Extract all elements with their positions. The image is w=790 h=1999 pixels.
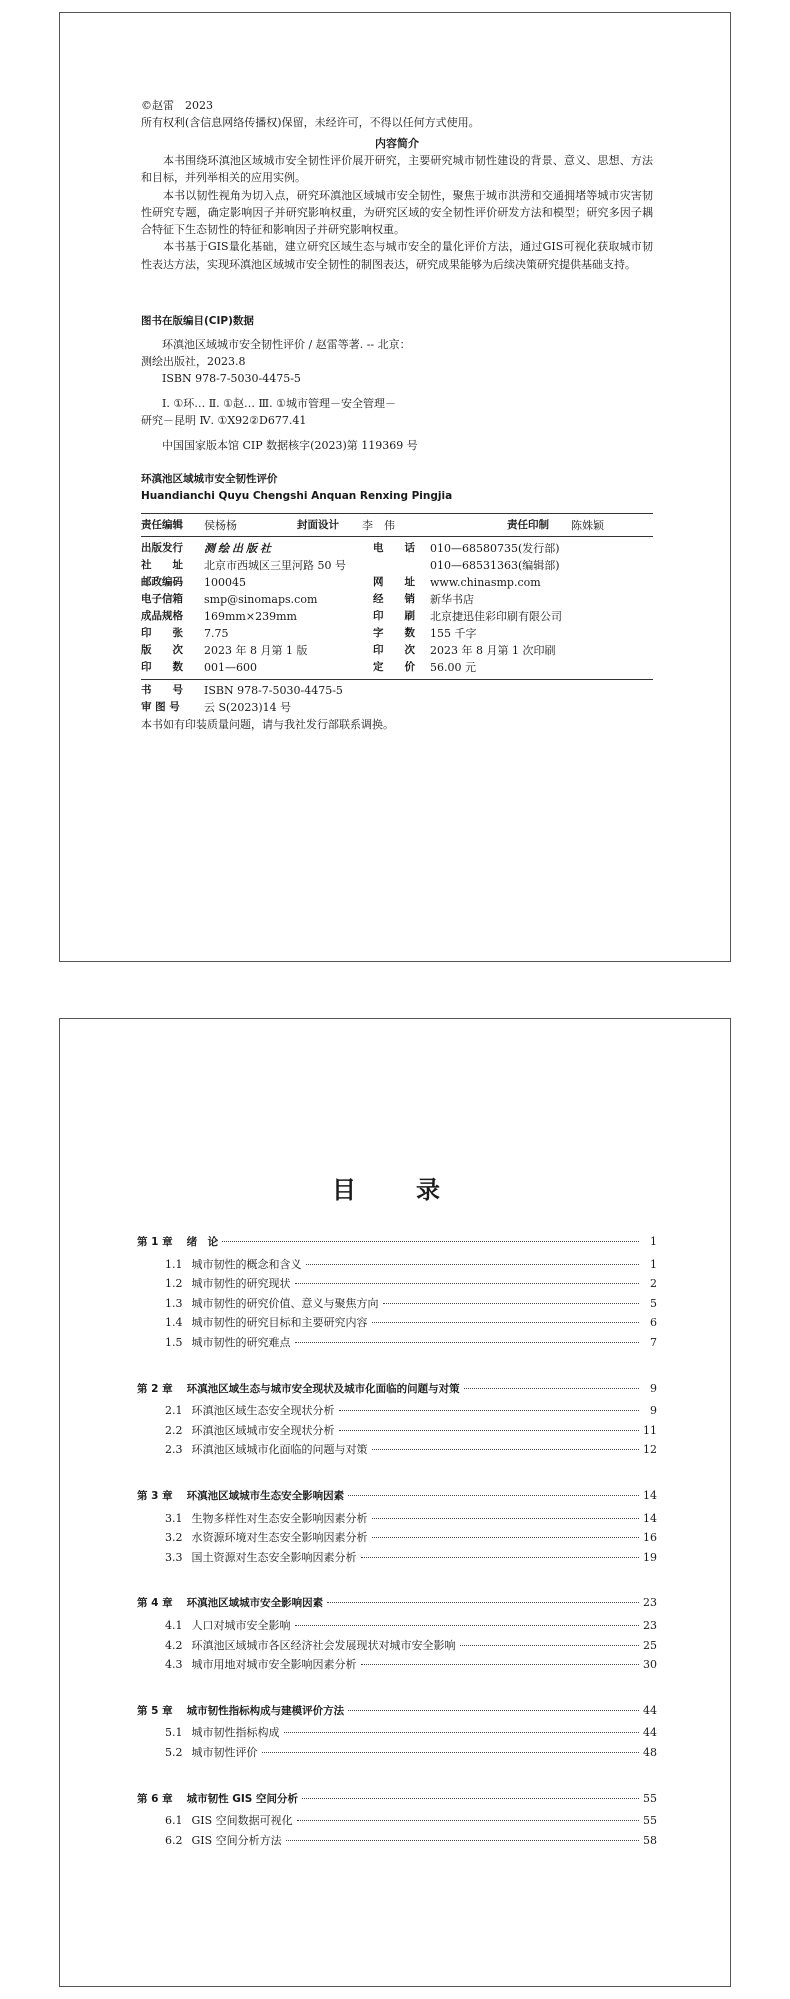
dot-leader [302,1798,639,1799]
printer-value: 北京捷迅佳彩印刷有限公司 [430,610,562,623]
toc-page-number: 7 [650,1336,657,1349]
toc-section-entry[interactable] [165,1618,657,1634]
toc-section-entry[interactable] [165,1745,657,1761]
toc-entry-title: 环滇池区域生态安全现状分析 [191,1404,335,1418]
toc-entry-title: 环滇池区域城市生态安全影响因素 [186,1490,345,1502]
dot-leader [460,1645,640,1646]
toc-chapter-entry[interactable] [137,1595,657,1611]
toc-entry-title: 环滇池区域城市各区经济社会发展现状对城市安全影响 [191,1638,456,1652]
isbn-value: ISBN 978-7-5030-4475-5 [204,684,343,697]
toc-entry-title: 城市韧性评价 [191,1746,258,1759]
dot-leader [222,1241,639,1242]
toc-number: 第 3 章 [137,1490,173,1502]
copyright-block [141,97,653,131]
toc-chapter-entry[interactable] [137,1488,657,1504]
toc-entry-title: 城市韧性的研究价值、意义与聚焦方向 [191,1296,379,1310]
toc-page-number: 14 [643,1511,657,1525]
distributor-label: 经 销 [373,593,415,605]
toc-number: 第 1 章 [137,1236,173,1248]
toc-section-entry[interactable] [165,1296,657,1312]
toc-entry-title: GIS 空间数据可视化 [191,1814,293,1828]
email-value: smp@sinomaps.com [204,593,318,606]
toc-entry-title: 环滇池区域城市安全现状分析 [191,1423,335,1437]
toc-page-number: 12 [643,1443,657,1457]
toc-number: 第 2 章 [137,1382,173,1395]
toc-entry-title: 水资源环境对生态安全影响因素分析 [191,1531,368,1545]
toc-page-number: 11 [643,1423,657,1437]
toc-page-number: 58 [643,1833,657,1847]
cip-title: 图书在版编目(CIP)数据 [141,315,254,327]
website-value: www.chinasmp.com [430,576,541,589]
size-label: 成品规格 [141,610,183,622]
toc-entry-title: 城市韧性的研究难点 [191,1336,291,1349]
toc-entry-title: 国土资源对生态安全影响因素分析 [191,1550,357,1564]
postcode-label: 邮政编码 [141,576,183,588]
toc-page-number: 19 [643,1550,657,1564]
cip-record: 中国国家版本馆 CIP 数据核字(2023)第 119369 号 [162,439,418,452]
book-title-pinyin: Huandianchi Quyu Chengshi Anquan Renxing Pingjia [141,490,453,502]
toc-page-number: 30 [643,1658,657,1672]
toc-number: 2.1 [165,1404,183,1418]
toc-title: 目 录 [332,1175,458,1204]
toc-number: 5.1 [165,1726,183,1740]
dot-leader [372,1518,640,1519]
dot-leader [348,1710,639,1711]
cip-line: 研究－昆明 Ⅳ. ①X92②D677.41 [141,414,307,427]
toc-section-entry[interactable] [165,1530,657,1546]
toc-page-number: 23 [643,1619,657,1632]
toc-number: 4.2 [165,1638,183,1652]
toc-page-number: 9 [650,1404,657,1418]
toc-entry-title: 绪 论 [186,1236,219,1248]
impression-value: 2023 年 8 月第 1 次印刷 [430,644,556,657]
print-manager-label: 责任印制 [507,519,549,531]
phone-label: 电 话 [373,542,415,554]
toc-number: 4.1 [165,1619,183,1632]
publisher-label: 出版发行 [141,542,183,554]
toc-number: 6.2 [165,1833,183,1847]
toc-entry-title: 环滇池区域生态与城市安全现状及城市化面临的问题与对策 [186,1382,460,1395]
copyright-page [59,12,731,962]
toc-chapter-entry[interactable] [137,1791,657,1807]
divider [141,513,653,514]
toc-entry-title: 城市韧性的研究现状 [191,1277,291,1291]
toc-page-number: 1 [650,1257,657,1271]
cip-section [141,313,653,454]
toc-entry-title: 城市韧性的概念和含义 [191,1257,302,1271]
size-value: 169mm×239mm [204,610,297,623]
toc-entry-title: GIS 空间分析方法 [191,1833,282,1847]
toc-entry-title: 城市韧性指标构成 [191,1726,280,1740]
editor-label: 责任编辑 [141,519,183,531]
toc-chapter-entry[interactable] [137,1703,657,1719]
dot-leader [383,1303,640,1304]
toc-entry-title: 城市韧性的研究目标和主要研究内容 [191,1316,368,1330]
distributor-value: 新华书店 [430,593,474,606]
toc-section-entry[interactable] [165,1511,657,1527]
cip-line: 测绘出版社，2023.8 [141,355,246,368]
dot-leader [295,1342,640,1343]
toc-number: 4.3 [165,1658,183,1672]
toc-page-number: 5 [650,1296,657,1310]
copies-value: 001—600 [204,661,257,674]
toc-page-number: 48 [643,1746,657,1759]
cip-line: Ⅰ. ①环… Ⅱ. ①赵… Ⅲ. ①城市管理－安全管理－ [162,397,396,410]
toc-chapter-entry[interactable] [137,1381,657,1397]
toc-number: 3.3 [165,1550,183,1564]
printer-label: 印 刷 [373,610,415,622]
toc-number: 1.2 [165,1277,183,1291]
toc-entry-title: 城市韧性指标构成与建模评价方法 [186,1704,345,1717]
toc-number: 6.1 [165,1814,183,1828]
quality-notice: 本书如有印装质量问题，请与我社发行部联系调换。 [141,718,394,731]
toc-section-entry[interactable] [165,1725,657,1741]
toc-number: 1.4 [165,1316,183,1330]
toc-page-number: 14 [643,1489,657,1502]
dot-leader [295,1283,640,1284]
price-value: 56.00 元 [430,661,476,674]
intro-paragraph-2: 本书以韧性视角为切入点，研究环滇池区域城市安全韧性，聚焦于城市洪涝和交通拥堵等城市灾害韧性研究专题，确定影响因子并研究影响权重，为研究区域的安全韧性评价研发方法和模型；研究多因子耦合特征下生态韧性的特征和影响因子并研究影响权重。 [141,188,653,237]
dot-leader [295,1625,640,1626]
address-value: 北京市西城区三里河路 50 号 [204,559,346,572]
toc-page-number: 16 [643,1531,657,1545]
email-label: 电子信箱 [141,593,183,605]
toc-section-entry[interactable] [165,1276,657,1292]
toc-section-entry[interactable] [165,1442,657,1458]
toc-section-entry[interactable] [165,1813,657,1829]
designer-label: 封面设计 [297,519,339,531]
toc-page-number: 1 [650,1235,657,1248]
toc-page-number: 25 [643,1638,657,1652]
toc-number: 3.1 [165,1511,183,1525]
toc-entry-title: 城市用地对城市安全影响因素分析 [191,1658,357,1672]
toc-page-number: 6 [650,1316,657,1330]
intro-paragraph-3: 本书基于GIS量化基础，建立研究区域生态与城市安全的量化评价方法，通过GIS可视化获取城市韧性表达方法，实现环滇池区域城市安全韧性的制图表达，研究成果能够为后续决策研究提供基础支持。 [141,240,653,271]
map-review-value: 云 S(2023)14 号 [204,701,292,714]
toc-entry-title: 环滇池区域城市化面临的问题与对策 [191,1443,368,1457]
dot-leader [297,1820,639,1821]
toc-number: 1.5 [165,1336,183,1349]
toc-chapter-entry[interactable] [137,1234,657,1250]
toc-page-number: 23 [643,1596,657,1610]
toc-entry-title: 环滇池区域城市安全影响因素 [186,1597,324,1610]
dot-leader [348,1495,639,1496]
intro-paragraph-1: 本书围绕环滇池区域城市安全韧性评价展开研究，主要研究城市韧性建设的背景、意义、思想、方法和目标，并列举相关的应用实例。 [141,154,653,185]
toc-section-entry[interactable] [165,1257,657,1273]
toc-entry-title: 人口对城市安全影响 [191,1619,291,1632]
edition-value: 2023 年 8 月第 1 版 [204,644,308,657]
print-manager-name: 陈姝颖 [571,519,604,532]
postcode-value: 100045 [204,576,246,589]
toc-number: 第 5 章 [137,1704,173,1717]
toc-number: 5.2 [165,1746,183,1759]
copies-label: 印 数 [141,661,183,673]
table-of-contents-page [59,1018,731,1987]
toc-page-number: 55 [643,1791,657,1805]
toc-page-number: 9 [650,1381,657,1395]
dot-leader [464,1388,639,1389]
dot-leader [361,1664,640,1665]
editor-name: 侯杨杨 [204,519,237,532]
phone-sales: 010—68580735(发行部) [430,542,560,555]
toc-section-entry[interactable] [165,1550,657,1566]
rights-statement: 所有权利(含信息网络传播权)保留，未经许可，不得以任何方式使用。 [141,116,480,129]
book-title-cn: 环滇池区域城市安全韧性评价 [141,473,278,485]
designer-name: 李 伟 [362,519,395,532]
toc-page-number: 2 [650,1277,657,1291]
website-label: 网 址 [373,576,415,588]
divider [141,536,653,537]
toc-page-number: 44 [643,1726,657,1740]
cip-line: 环滇池区域城市安全韧性评价 / 赵雷等著. -- 北京： [162,338,411,351]
price-label: 定 价 [373,661,415,673]
phone-editorial: 010—68531363(编辑部) [430,559,560,572]
impression-label: 印 次 [373,644,415,656]
dot-leader [372,1322,640,1323]
divider [141,679,653,680]
intro-title: 内容简介 [375,137,419,150]
dot-leader [372,1537,640,1538]
copyright-line: ©赵雷 2023 [141,99,213,112]
dot-leader [339,1410,640,1411]
toc-number: 2.2 [165,1423,183,1437]
dot-leader [372,1449,640,1450]
toc-section-entry[interactable] [165,1403,657,1419]
toc-number: 第 6 章 [137,1792,173,1805]
toc-number: 2.3 [165,1443,183,1457]
toc-section-entry[interactable] [165,1657,657,1673]
toc-number: 3.2 [165,1531,183,1545]
address-label: 社 址 [141,559,183,571]
word-count-value: 155 千字 [430,627,477,640]
cip-isbn: ISBN 978-7-5030-4475-5 [162,372,301,385]
toc-number: 1.1 [165,1257,183,1271]
toc-page-number: 44 [643,1703,657,1717]
dot-leader [286,1840,639,1841]
toc-number: 第 4 章 [137,1597,173,1610]
toc-entry-title: 生物多样性对生态安全影响因素分析 [191,1511,368,1525]
edition-label: 版 次 [141,644,183,656]
word-count-label: 字 数 [373,627,415,639]
intro-section [141,135,653,273]
dot-leader [339,1430,640,1431]
toc-page-number: 55 [643,1814,657,1828]
dot-leader [284,1732,640,1733]
dot-leader [361,1557,640,1558]
dot-leader [306,1264,640,1265]
map-review-label: 审 图 号 [141,701,180,713]
isbn-label: 书 号 [141,684,183,696]
toc-section-entry[interactable] [165,1833,657,1849]
book-title-block [141,471,653,505]
sheets-label: 印 张 [141,627,183,639]
toc-number: 1.3 [165,1296,183,1310]
toc-entry-title: 城市韧性 GIS 空间分析 [186,1792,299,1805]
dot-leader [262,1752,640,1753]
toc-section-entry[interactable] [165,1638,657,1654]
toc-section-entry[interactable] [165,1335,657,1351]
toc-section-entry[interactable] [165,1423,657,1439]
toc-section-entry[interactable] [165,1315,657,1331]
dot-leader [327,1602,639,1603]
sheets-value: 7.75 [204,627,229,640]
publisher-logo: 测绘出版社 [204,542,274,555]
